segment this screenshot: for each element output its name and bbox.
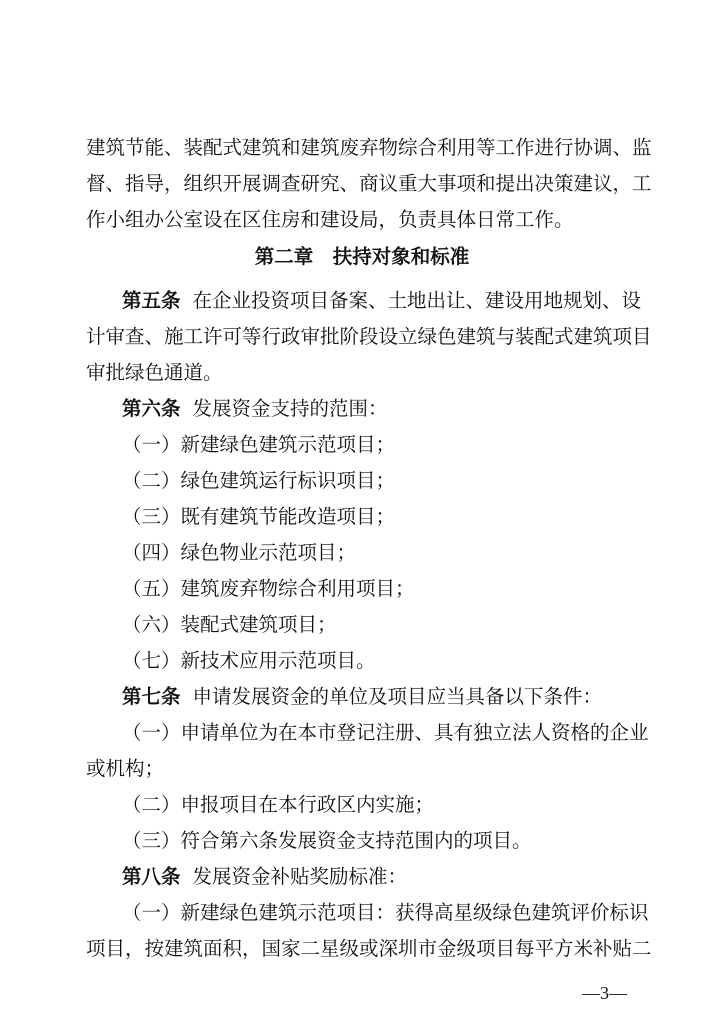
article-6-label: 第六条 [122,397,181,420]
list-item: （五）建筑废弃物综合利用项目； [122,577,415,600]
list-item: （一）申请单位为在本市登记注册、具有独立法人资格的企业 [122,721,649,744]
chapter-title: 第二章 扶持对象和标准 [254,245,470,268]
list-item: （六）装配式建筑项目； [122,613,337,636]
article-8-label: 第八条 [122,865,181,888]
article-5-first-line [122,289,724,313]
list-item: （一）新建绿色建筑示范项目：获得高星级绿色建筑评价标识 [122,901,649,924]
article-7-label: 第七条 [122,685,181,708]
list-item: （二）申报项目在本行政区内实施； [122,793,435,816]
article-6-first-line [122,397,724,421]
list-item: （四）绿色物业示范项目； [122,541,357,564]
article-8-text: 发展资金补贴奖励标准： [192,865,408,888]
article-7-first-line [122,685,724,709]
article-5-label: 第五条 [122,289,181,312]
paragraph-line: 计审查、施工许可等行政审批阶段设立绿色建筑与装配式建筑项目 [86,325,652,348]
list-item: （七）新技术应用示范项目。 [122,649,376,672]
list-item: （二）绿色建筑运行标识项目； [122,469,396,492]
list-item: （一）新建绿色建筑示范项目； [122,433,396,456]
article-6-text: 发展资金支持的范围： [192,397,388,420]
paragraph-line: 建筑节能、装配式建筑和建筑废弃物综合利用等工作进行协调、监 [86,136,652,159]
list-item: （三）既有建筑节能改造项目； [122,505,396,528]
list-item-continuation: 项目，按建筑面积，国家二星级或深圳市金级项目每平方米补贴二 [86,937,652,960]
paragraph-line: 审批绿色通道。 [86,361,223,384]
page-number: —3— [582,983,627,1003]
paragraph-line: 督、指导，组织开展调查研究、商议重大事项和提出决策建议，工 [86,172,652,195]
article-5-text: 在企业投资项目备案、土地出让、建设用地规划、设 [192,289,642,312]
article-7-text: 申请发展资金的单位及项目应当具备以下条件： [192,685,603,708]
list-item: （三）符合第六条发展资金支持范围内的项目。 [122,829,532,852]
article-8-first-line [122,865,724,889]
paragraph-line: 作小组办公室设在区住房和建设局，负责具体日常工作。 [86,208,574,231]
list-item-continuation: 或机构； [86,757,165,780]
